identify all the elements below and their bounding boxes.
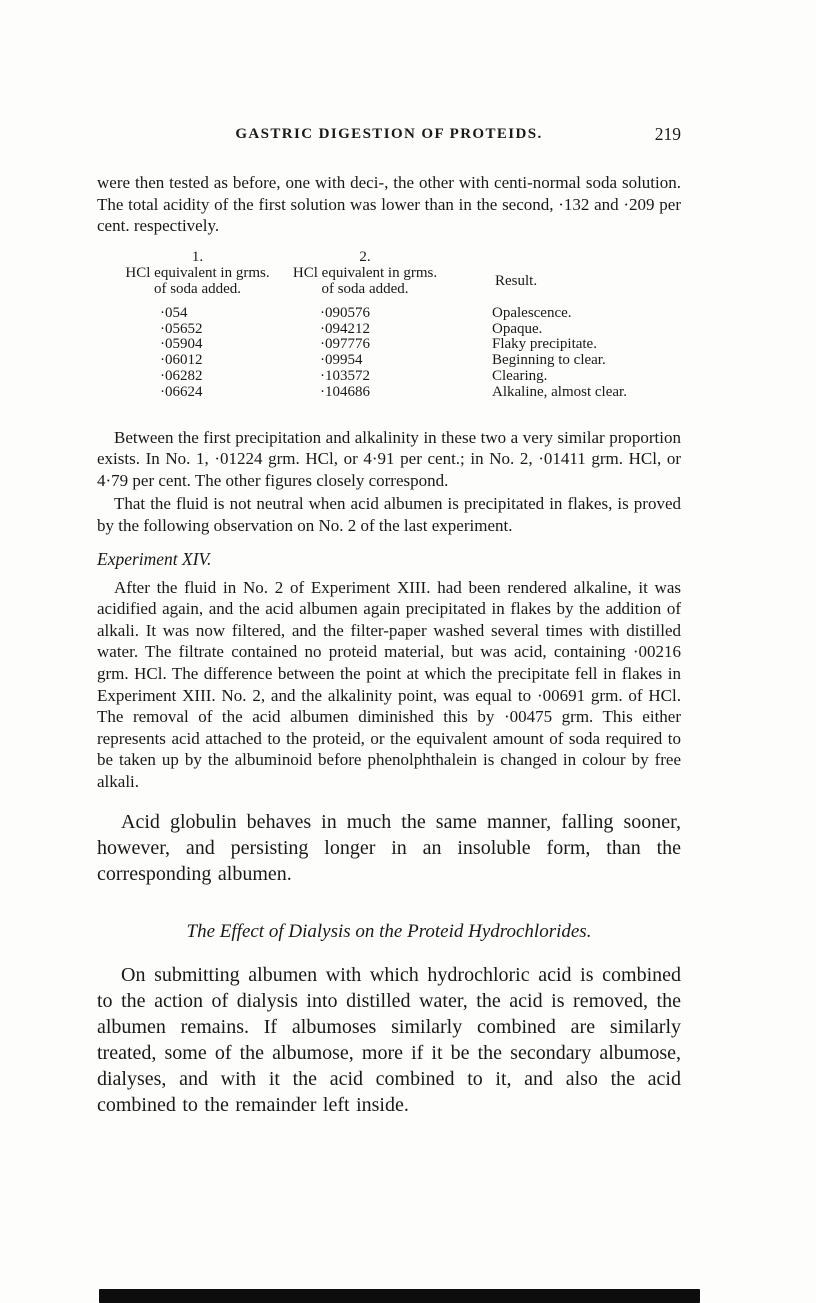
- table-cell: Flaky precipitate.: [492, 336, 597, 353]
- table-row: [115, 337, 681, 353]
- table-header-row: [115, 249, 681, 297]
- table-cell: ·104686: [320, 383, 370, 400]
- text-block: [97, 126, 681, 1118]
- table-col2-label: HCl equivalent in grms. of soda added.: [292, 264, 438, 297]
- table-col3-header: [450, 249, 681, 289]
- table-col3-label: Result.: [495, 272, 538, 289]
- experiment-xiv-heading: Experiment XIV.: [97, 548, 212, 569]
- dialysis-paragraph: On submitting albumen with which hydrochloric acid is combined to the action of dialysis into distilled water, the acid is removed, the albumen remains. If albumoses similarly combined are similarly treated, some of the albumose, more if it be the secondary albumose, dialyses, and with it the acid combined to it, and also the acid combined to the remainder left inside.: [97, 964, 681, 1117]
- table-cell: ·05652: [160, 320, 203, 337]
- table-row: [115, 306, 681, 322]
- page-number: 219: [654, 124, 681, 144]
- page-title: GASTRIC DIGESTION OF PROTEIDS.: [235, 126, 543, 142]
- table-row: [115, 369, 681, 385]
- table-col1-label: HCl equivalent in grms. of soda added.: [125, 264, 270, 297]
- table-cell: Beginning to clear.: [492, 352, 606, 369]
- table-cell: ·06012: [160, 352, 203, 369]
- table-cell: ·054: [160, 304, 188, 321]
- table-cell: ·094212: [320, 320, 370, 337]
- table-cell: ·06282: [160, 367, 203, 384]
- acid-globulin-paragraph: Acid globulin behaves in much the same manner, falling sooner, however, and persisting longer in an insoluble form, than the corresponding albumen.: [97, 811, 681, 886]
- intro-paragraph: were then tested as before, one with deci-, the other with centi-normal soda solution. The total acidity of the first solution was lower than in the second, ·132 and ·209 per cent. respectively.: [97, 173, 681, 236]
- table-cell: Alkaline, almost clear.: [492, 383, 627, 400]
- table-cell: Opalescence.: [492, 304, 572, 321]
- table-cell: ·103572: [320, 367, 370, 384]
- table-row: [115, 322, 681, 338]
- table-cell: ·05904: [160, 336, 203, 353]
- scan-artifact-bar: [99, 1289, 700, 1303]
- proportion-paragraph: Between the first precipitation and alkalinity in these two a very similar proportion exists. In No. 1, ·01224 grm. HCl, or 4·91 per cent.; in No. 2, ·01411 grm. HCl, or 4·79 per cent. The other figures closely correspond.: [97, 427, 681, 490]
- results-table: [115, 249, 681, 401]
- table-row: [115, 385, 681, 401]
- table-cell: ·097776: [320, 336, 370, 353]
- running-header: [97, 126, 681, 146]
- table-col1-header: [115, 249, 280, 297]
- table-col2-header: [280, 249, 450, 297]
- table-cell: Opaque.: [492, 320, 543, 337]
- table-col2-number: 2.: [359, 248, 371, 265]
- experiment-xiv-paragraph: After the fluid in No. 2 of Experiment XIII. had been rendered alkaline, it was acidified again, and the acid albumen again precipitated in flakes by the addition of alkali. It was now filtered, and the filter-paper washed several times with distilled water. The filtrate contained no proteid material, but was acid, containing ·00216 grm. HCl. The difference between the point at which the precipitate fell in flakes in Experiment XIII. No. 2, and the alkalinity point, was equal to ·00691 grm. of HCl. The removal of the acid albumen diminished this by ·00475 grm. This either represents acid attached to the proteid, or the equivalent amount of soda required to be taken up by the albuminoid before phenolphthalein is changed in colour by free alkali.: [97, 577, 681, 791]
- fluid-not-neutral-paragraph: That the fluid is not neutral when acid albumen is precipitated in flakes, is proved by the following observation on No. 2 of the last experiment.: [97, 494, 681, 535]
- table-col1-number: 1.: [191, 248, 204, 265]
- table-cell: ·090576: [320, 304, 370, 321]
- table-cell: Clearing.: [492, 367, 548, 384]
- table-row: [115, 353, 681, 369]
- table-cell: ·09954: [320, 352, 363, 369]
- table-cell: ·06624: [160, 383, 203, 400]
- dialysis-section-heading: The Effect of Dialysis on the Proteid Hydrochlorides.: [186, 921, 592, 943]
